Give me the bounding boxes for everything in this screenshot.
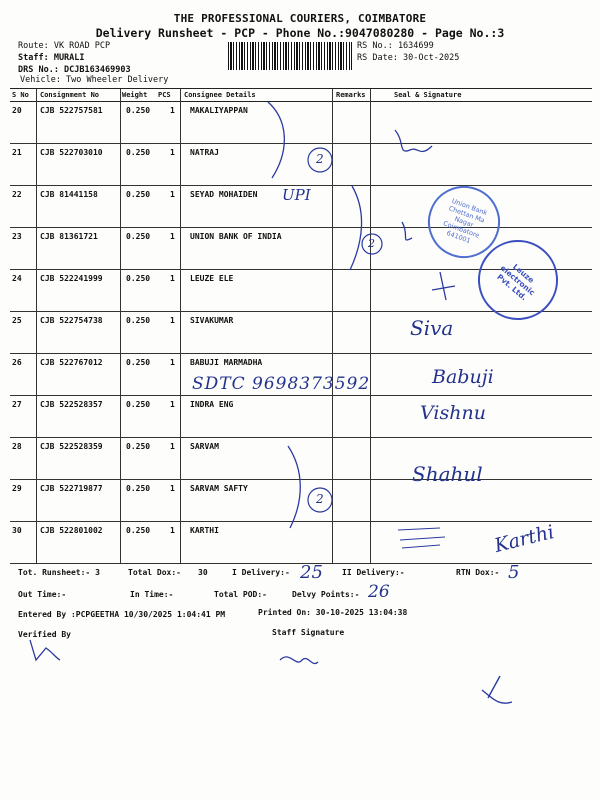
row-sno: 27 bbox=[12, 400, 22, 409]
row-sno: 30 bbox=[12, 526, 22, 535]
row-consignment: CJB 522719877 bbox=[40, 484, 103, 493]
row-sno: 25 bbox=[12, 316, 22, 325]
row-pcs: 1 bbox=[170, 274, 175, 283]
signature-vishnu: Vishnu bbox=[420, 402, 486, 424]
delivery-points-value: 26 bbox=[368, 582, 390, 602]
company-stamp: Leuze electronic Pvt. Ltd. bbox=[462, 224, 575, 337]
company-name: THE PROFESSIONAL COURIERS, COIMBATORE bbox=[173, 12, 427, 25]
row-sno: 29 bbox=[12, 484, 22, 493]
row-pcs: 1 bbox=[170, 190, 175, 199]
row-consignment: CJB 81441158 bbox=[40, 190, 98, 199]
row-pcs: 1 bbox=[170, 358, 175, 367]
row-consignment: CJB 81361721 bbox=[40, 232, 98, 241]
row-consignment: CJB 522241999 bbox=[40, 274, 103, 283]
col-remarks: Remarks bbox=[336, 91, 366, 99]
row-sno: 24 bbox=[12, 274, 22, 283]
row-weight: 0.250 bbox=[126, 358, 151, 367]
row-weight: 0.250 bbox=[126, 400, 151, 409]
entered-by: Entered By :PCPGEETHA 10/30/2025 1:04:41 PM bbox=[18, 610, 226, 619]
verified-by-label: Verified By bbox=[18, 630, 71, 639]
row-consignee: UNION BANK OF INDIA bbox=[190, 232, 282, 241]
row-weight: 0.250 bbox=[126, 190, 151, 199]
row-consignment: CJB 522754738 bbox=[40, 316, 103, 325]
rs-number: RS No.: 1634699 bbox=[357, 41, 434, 51]
row-consignment: CJB 522528357 bbox=[40, 400, 103, 409]
row-sno: 21 bbox=[12, 148, 22, 157]
col-pcs: PCS bbox=[158, 91, 171, 99]
row-weight: 0.250 bbox=[126, 106, 151, 115]
row-consignee: BABUJI MARMADHA bbox=[190, 358, 263, 367]
row-pcs: 1 bbox=[170, 232, 175, 241]
row-consignment: CJB 522801002 bbox=[40, 526, 103, 535]
row-weight: 0.250 bbox=[126, 274, 151, 283]
col-consignee: Consignee Details bbox=[184, 91, 256, 99]
handwritten-circled-number: 2 bbox=[316, 152, 324, 166]
row-consignment: CJB 522757581 bbox=[40, 106, 103, 115]
col-seal-signature: Seal & Signature bbox=[394, 91, 462, 99]
row-weight: 0.250 bbox=[126, 484, 151, 493]
row-consignee: KARTHI bbox=[190, 526, 219, 535]
row-sno: 26 bbox=[12, 358, 22, 367]
row-pcs: 1 bbox=[170, 442, 175, 451]
row-consignment: CJB 522703010 bbox=[40, 148, 103, 157]
row-weight: 0.250 bbox=[126, 232, 151, 241]
rtn-dox-value: 5 bbox=[508, 562, 520, 583]
total-pod-label: Total POD:- bbox=[214, 590, 267, 599]
row-consignment: CJB 522528359 bbox=[40, 442, 103, 451]
row-consignee: SEYAD MOHAIDEN bbox=[190, 190, 258, 199]
row-weight: 0.250 bbox=[126, 442, 151, 451]
in-time-label: In Time:- bbox=[130, 590, 174, 599]
runsheet-title: Delivery Runsheet - PCP - Phone No.:9047080280 - Page No.:3 bbox=[95, 26, 505, 40]
row-pcs: 1 bbox=[170, 484, 175, 493]
total-runsheet: Tot. Runsheet:- 3 bbox=[18, 568, 100, 577]
col-consignment: Consignment No bbox=[40, 91, 100, 99]
bank-stamp: Union Bank Chettan Ma Nagar Coimbatore 641001 bbox=[418, 176, 510, 268]
col-weight: Weight bbox=[122, 91, 148, 99]
ii-delivery-label: II Delivery:- bbox=[342, 568, 405, 577]
row-pcs: 1 bbox=[170, 400, 175, 409]
total-dox-value: 30 bbox=[198, 568, 208, 577]
row-weight: 0.250 bbox=[126, 316, 151, 325]
row-sno: 22 bbox=[12, 190, 22, 199]
row-pcs: 1 bbox=[170, 526, 175, 535]
row-consignee: MAKALIYAPPAN bbox=[190, 106, 248, 115]
row-weight: 0.250 bbox=[126, 526, 151, 535]
row-sno: 20 bbox=[12, 106, 22, 115]
signature-shahul: Shahul bbox=[412, 462, 483, 486]
row-consignee: NATRAJ bbox=[190, 148, 219, 157]
row-pcs: 1 bbox=[170, 148, 175, 157]
signature-babuji: Babuji bbox=[432, 366, 494, 388]
row-pcs: 1 bbox=[170, 106, 175, 115]
row-consignee: SARVAM bbox=[190, 442, 219, 451]
handwritten-phone-note: SDTC 9698373592 bbox=[192, 374, 371, 394]
row-pcs: 1 bbox=[170, 316, 175, 325]
handwritten-circled-number: 2 bbox=[368, 237, 375, 250]
delivery-points-label: Delvy Points:- bbox=[292, 590, 360, 599]
row-consignee: LEUZE ELE bbox=[190, 274, 234, 283]
rtn-dox-label: RTN Dox:- bbox=[456, 568, 500, 577]
vehicle: Vehicle: Two Wheeler Delivery bbox=[20, 75, 169, 85]
staff: Staff: MURALI bbox=[18, 53, 85, 63]
row-weight: 0.250 bbox=[126, 148, 151, 157]
out-time-label: Out Time:- bbox=[18, 590, 67, 599]
row-consignee: INDRA ENG bbox=[190, 400, 234, 409]
total-dox-label: Total Dox:- bbox=[128, 568, 181, 577]
handwritten-upi: UPI bbox=[282, 186, 311, 204]
signature-karthi: Karthi bbox=[492, 521, 557, 557]
handwritten-circled-number: 2 bbox=[316, 492, 324, 506]
row-consignee: SARVAM SAFTY bbox=[190, 484, 248, 493]
rs-date: RS Date: 30-Oct-2025 bbox=[357, 53, 460, 63]
row-consignee: SIVAKUMAR bbox=[190, 316, 234, 325]
row-consignment: CJB 522767012 bbox=[40, 358, 103, 367]
i-delivery-value: 25 bbox=[300, 562, 323, 583]
signature-siva: Siva bbox=[410, 316, 454, 340]
route: Route: VK ROAD PCP bbox=[18, 41, 111, 51]
printed-on: Printed On: 30-10-2025 13:04:38 bbox=[258, 608, 408, 617]
drs-number: DRS No.: DCJB163469903 bbox=[18, 65, 131, 75]
row-sno: 23 bbox=[12, 232, 22, 241]
col-sno: S No bbox=[12, 91, 29, 99]
i-delivery-label: I Delivery:- bbox=[232, 568, 290, 577]
row-sno: 28 bbox=[12, 442, 22, 451]
staff-signature-label: Staff Signature bbox=[272, 628, 345, 637]
